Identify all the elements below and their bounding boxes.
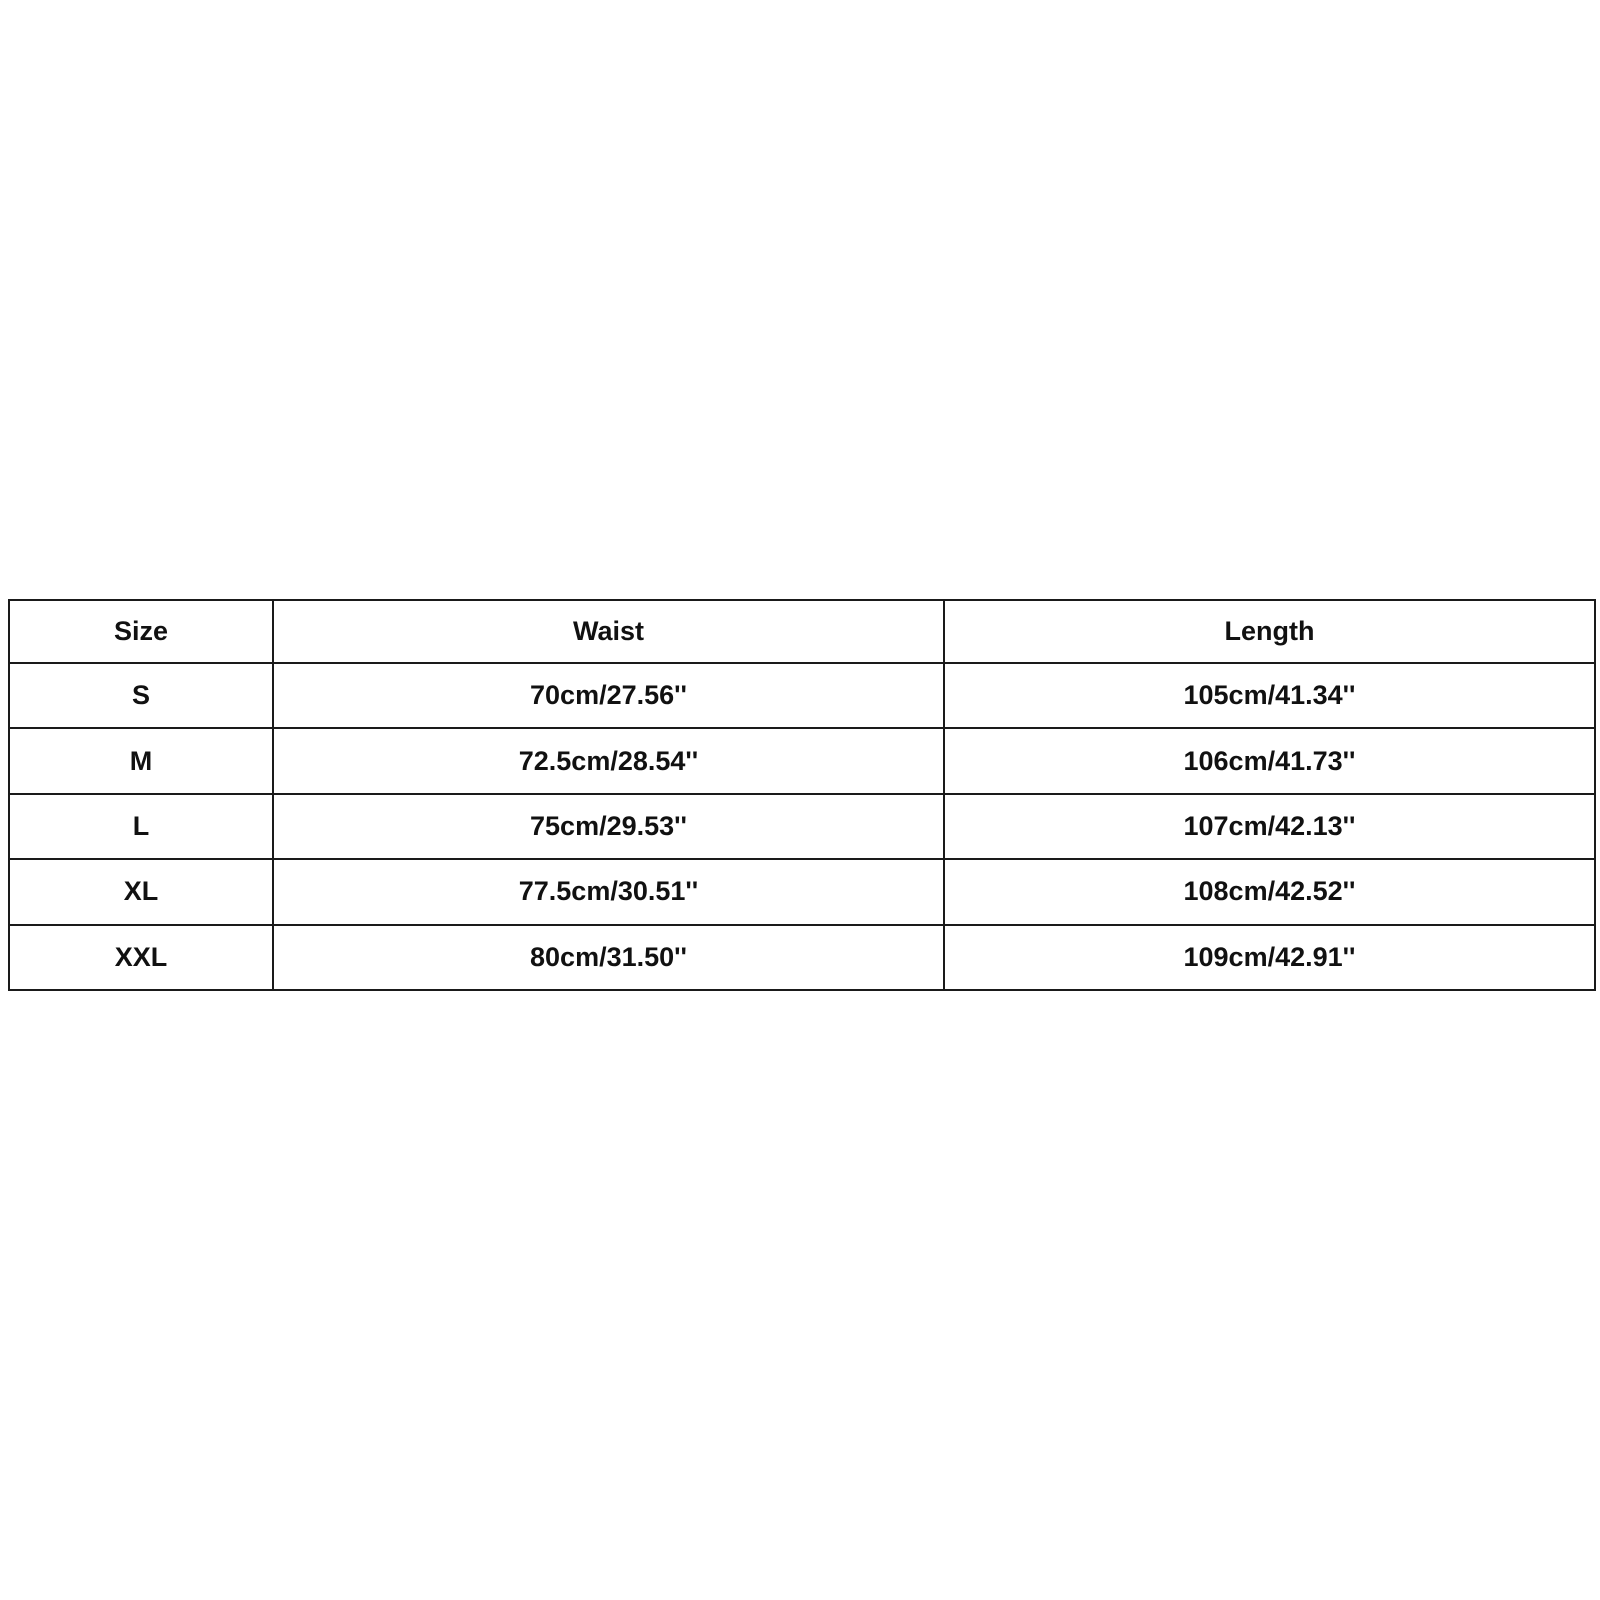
table-row bbox=[9, 663, 1595, 728]
size-cell: S bbox=[9, 663, 273, 728]
size-chart-table bbox=[8, 599, 1596, 991]
table-row bbox=[9, 794, 1595, 859]
waist-cell: 77.5cm/30.51'' bbox=[273, 859, 944, 924]
header-waist: Waist bbox=[273, 600, 944, 663]
waist-cell: 75cm/29.53'' bbox=[273, 794, 944, 859]
table-row bbox=[9, 859, 1595, 924]
size-cell: XL bbox=[9, 859, 273, 924]
waist-cell: 72.5cm/28.54'' bbox=[273, 728, 944, 793]
table-row bbox=[9, 728, 1595, 793]
length-cell: 109cm/42.91'' bbox=[944, 925, 1595, 990]
waist-cell: 80cm/31.50'' bbox=[273, 925, 944, 990]
size-cell: L bbox=[9, 794, 273, 859]
header-length: Length bbox=[944, 600, 1595, 663]
header-size: Size bbox=[9, 600, 273, 663]
length-cell: 106cm/41.73'' bbox=[944, 728, 1595, 793]
size-cell: XXL bbox=[9, 925, 273, 990]
length-cell: 105cm/41.34'' bbox=[944, 663, 1595, 728]
size-cell: M bbox=[9, 728, 273, 793]
header-row bbox=[9, 600, 1595, 663]
table-row bbox=[9, 925, 1595, 990]
waist-cell: 70cm/27.56'' bbox=[273, 663, 944, 728]
length-cell: 107cm/42.13'' bbox=[944, 794, 1595, 859]
length-cell: 108cm/42.52'' bbox=[944, 859, 1595, 924]
